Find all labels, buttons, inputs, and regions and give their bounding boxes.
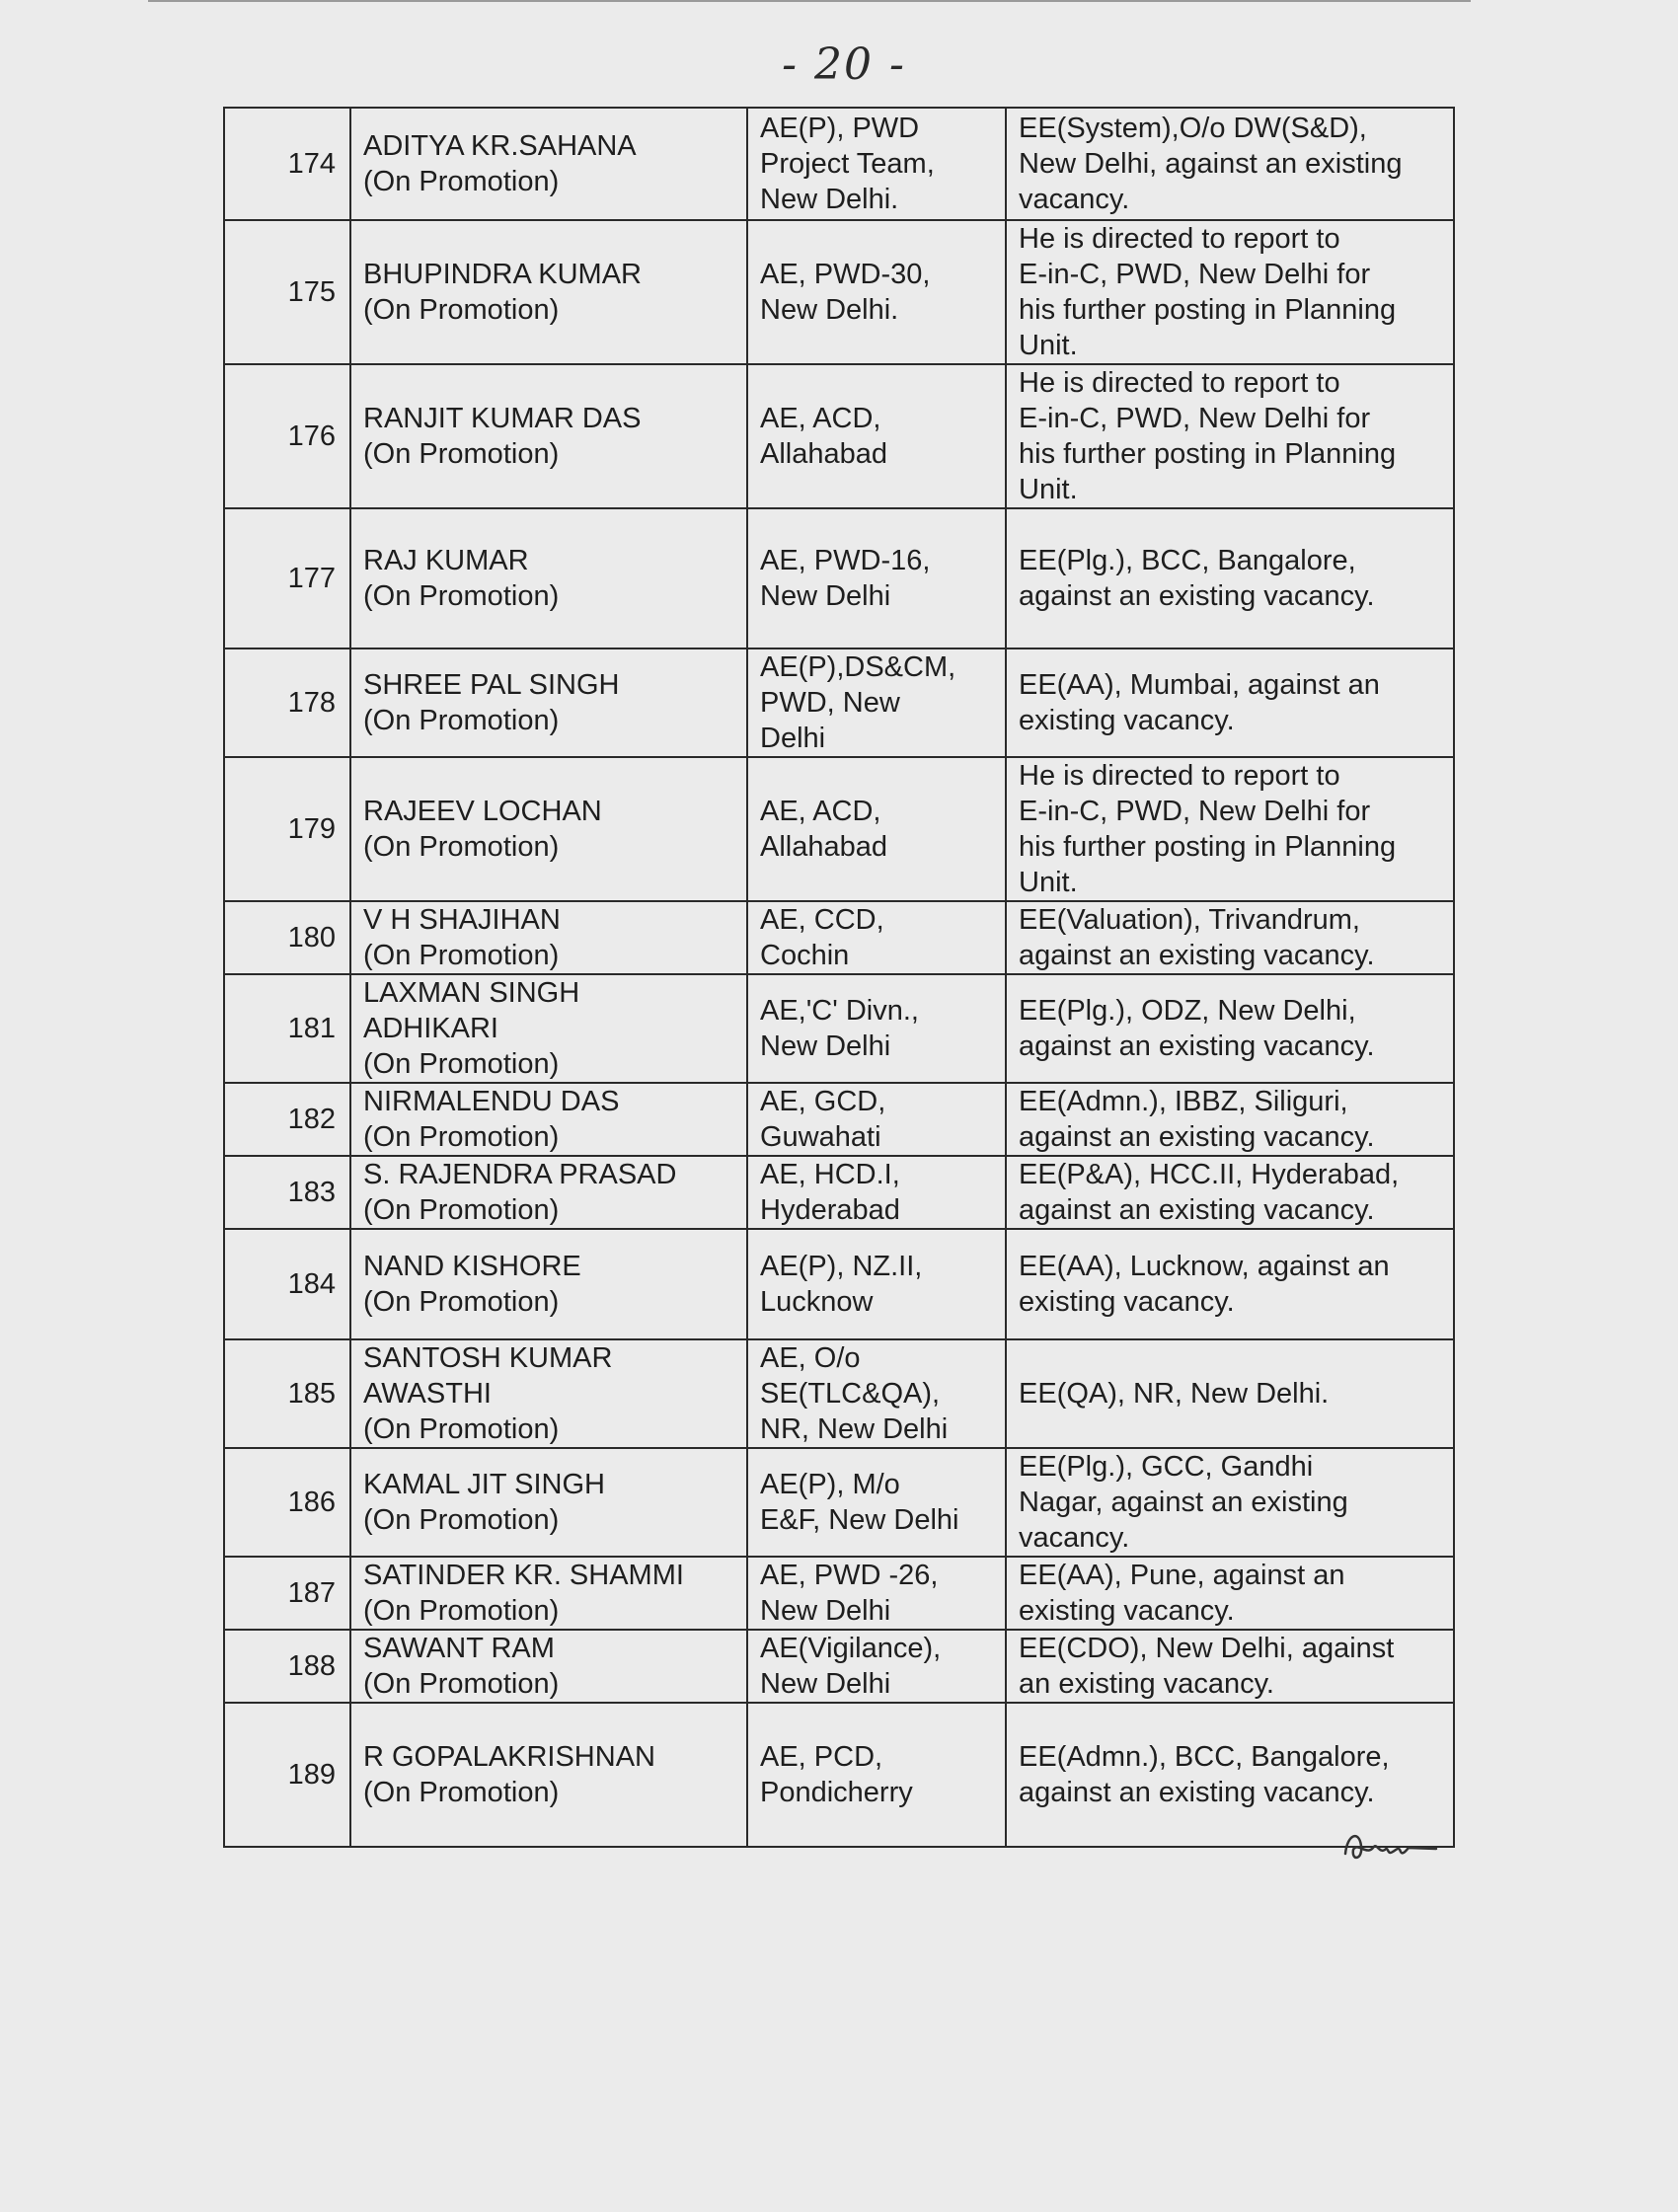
officer-name: SANTOSH KUMAR [363, 1342, 613, 1374]
officer-name-cell [350, 1630, 747, 1703]
officer-name-cell [350, 974, 747, 1083]
table-row [224, 508, 1454, 648]
table-row [224, 1339, 1454, 1448]
present-posting-line: AE(P),DS&CM, [760, 651, 956, 683]
table-row [224, 1703, 1454, 1847]
serial-number: 179 [224, 757, 350, 901]
present-posting-cell [747, 1229, 1006, 1339]
officer-name-cell [350, 1557, 747, 1630]
promotion-status: (On Promotion) [363, 1595, 560, 1627]
present-posting-line: Pondicherry [760, 1777, 913, 1808]
present-posting-line: New Delhi [760, 1595, 891, 1627]
present-posting-line: New Delhi. [760, 294, 899, 326]
serial-number: 178 [224, 648, 350, 757]
present-posting-cell [747, 1448, 1006, 1557]
present-posting-line: New Delhi [760, 1030, 891, 1062]
new-posting-line: He is directed to report to [1019, 760, 1340, 792]
new-posting-line: EE(Plg.), BCC, Bangalore, [1019, 545, 1356, 576]
serial-number: 187 [224, 1557, 350, 1630]
officer-name-cell [350, 901, 747, 974]
present-posting-line: PWD, New [760, 687, 900, 719]
serial-number: 182 [224, 1083, 350, 1156]
new-posting-line: against an existing vacancy. [1019, 1777, 1375, 1808]
officer-name: NIRMALENDU DAS [363, 1086, 620, 1117]
new-posting-line: EE(CDO), New Delhi, against [1019, 1633, 1395, 1664]
new-posting-line: E-in-C, PWD, New Delhi for [1019, 259, 1371, 290]
new-posting-line: EE(AA), Mumbai, against an [1019, 669, 1380, 701]
new-posting-line: an existing vacancy. [1019, 1668, 1274, 1700]
table-row [224, 1229, 1454, 1339]
officer-name-cell [350, 1339, 747, 1448]
serial-number: 180 [224, 901, 350, 974]
new-posting-line: against an existing vacancy. [1019, 580, 1375, 612]
present-posting-line: AE(P), PWD [760, 113, 920, 144]
new-posting-line: existing vacancy. [1019, 1595, 1235, 1627]
new-posting-line: EE(AA), Pune, against an [1019, 1560, 1345, 1591]
new-posting-line: He is directed to report to [1019, 367, 1340, 399]
promotion-status: (On Promotion) [363, 438, 560, 470]
new-posting-line: EE(Admn.), IBBZ, Siliguri, [1019, 1086, 1348, 1117]
present-posting-line: Cochin [760, 940, 850, 971]
new-posting-cell [1006, 1448, 1454, 1557]
serial-number: 184 [224, 1229, 350, 1339]
officer-name-cell [350, 108, 747, 220]
new-posting-cell [1006, 974, 1454, 1083]
present-posting-cell [747, 1630, 1006, 1703]
new-posting-line: E-in-C, PWD, New Delhi for [1019, 796, 1371, 827]
serial-number: 188 [224, 1630, 350, 1703]
new-posting-line: EE(QA), NR, New Delhi. [1019, 1378, 1330, 1410]
new-posting-line: existing vacancy. [1019, 1286, 1235, 1318]
officer-name: ADITYA KR.SAHANA [363, 130, 637, 162]
promotion-status: (On Promotion) [363, 1504, 560, 1536]
officer-name: LAXMAN SINGH [363, 977, 580, 1009]
present-posting-line: Allahabad [760, 831, 887, 863]
promotion-status: (On Promotion) [363, 940, 560, 971]
present-posting-line: AE(P), NZ.II, [760, 1251, 923, 1282]
serial-number: 186 [224, 1448, 350, 1557]
present-posting-cell [747, 648, 1006, 757]
table-row [224, 108, 1454, 220]
table-row [224, 220, 1454, 364]
table-row [224, 648, 1454, 757]
new-posting-line: E-in-C, PWD, New Delhi for [1019, 403, 1371, 434]
present-posting-line: New Delhi [760, 580, 891, 612]
present-posting-cell [747, 1339, 1006, 1448]
promotion-status: (On Promotion) [363, 705, 560, 736]
new-posting-line: vacancy. [1019, 1522, 1130, 1554]
promotion-status: (On Promotion) [363, 294, 560, 326]
table-row [224, 1557, 1454, 1630]
table-row [224, 974, 1454, 1083]
promotion-status: (On Promotion) [363, 1194, 560, 1226]
present-posting-cell [747, 1557, 1006, 1630]
new-posting-line: against an existing vacancy. [1019, 1194, 1375, 1226]
present-posting-cell [747, 974, 1006, 1083]
present-posting-line: E&F, New Delhi [760, 1504, 959, 1536]
posting-table [223, 107, 1455, 1848]
new-posting-line: EE(AA), Lucknow, against an [1019, 1251, 1390, 1282]
officer-name: SHREE PAL SINGH [363, 669, 620, 701]
new-posting-line: his further posting in Planning [1019, 438, 1397, 470]
table-row [224, 1448, 1454, 1557]
present-posting-line: Delhi [760, 723, 826, 754]
new-posting-line: against an existing vacancy. [1019, 1121, 1375, 1153]
table-row [224, 1630, 1454, 1703]
officer-name: NAND KISHORE [363, 1251, 581, 1282]
officer-name: KAMAL JIT SINGH [363, 1469, 605, 1500]
present-posting-line: Project Team, [760, 148, 935, 180]
serial-number: 181 [224, 974, 350, 1083]
table-row [224, 1083, 1454, 1156]
new-posting-cell [1006, 1083, 1454, 1156]
present-posting-line: AE, PWD-16, [760, 545, 931, 576]
new-posting-cell [1006, 1557, 1454, 1630]
present-posting-cell [747, 220, 1006, 364]
new-posting-line: vacancy. [1019, 184, 1130, 215]
officer-name: R GOPALAKRISHNAN [363, 1741, 655, 1773]
present-posting-line: Guwahati [760, 1121, 881, 1153]
present-posting-line: AE, ACD, [760, 403, 881, 434]
officer-name-cell [350, 1448, 747, 1557]
officer-name-cell [350, 648, 747, 757]
officer-name-cell [350, 1229, 747, 1339]
present-posting-line: AE, PWD-30, [760, 259, 931, 290]
new-posting-line: He is directed to report to [1019, 223, 1340, 255]
present-posting-cell [747, 1083, 1006, 1156]
present-posting-line: AE,'C' Divn., [760, 995, 919, 1027]
new-posting-line: EE(Admn.), BCC, Bangalore, [1019, 1741, 1390, 1773]
serial-number: 176 [224, 364, 350, 508]
new-posting-cell [1006, 1630, 1454, 1703]
new-posting-line: New Delhi, against an existing [1019, 148, 1403, 180]
officer-name-cell [350, 1156, 747, 1229]
present-posting-line: Lucknow [760, 1286, 874, 1318]
new-posting-line: his further posting in Planning [1019, 831, 1397, 863]
present-posting-line: AE(Vigilance), [760, 1633, 942, 1664]
new-posting-line: Unit. [1019, 867, 1078, 898]
present-posting-line: AE(P), M/o [760, 1469, 900, 1500]
new-posting-line: EE(P&A), HCC.II, Hyderabad, [1019, 1159, 1400, 1190]
officer-name-cell [350, 364, 747, 508]
present-posting-cell [747, 901, 1006, 974]
new-posting-cell [1006, 108, 1454, 220]
officer-name: RAJEEV LOCHAN [363, 796, 602, 827]
new-posting-line: Unit. [1019, 474, 1078, 505]
present-posting-line: AE, ACD, [760, 796, 881, 827]
new-posting-line: EE(System),O/o DW(S&D), [1019, 113, 1367, 144]
promotion-status: (On Promotion) [363, 831, 560, 863]
present-posting-cell [747, 1156, 1006, 1229]
new-posting-line: against an existing vacancy. [1019, 940, 1375, 971]
present-posting-line: AE, PWD -26, [760, 1560, 939, 1591]
new-posting-line: Unit. [1019, 330, 1078, 361]
new-posting-cell [1006, 901, 1454, 974]
serial-number: 183 [224, 1156, 350, 1229]
new-posting-line: EE(Plg.), GCC, Gandhi [1019, 1451, 1314, 1483]
officer-name-cell [350, 220, 747, 364]
officer-name: S. RAJENDRA PRASAD [363, 1159, 677, 1190]
promotion-status: (On Promotion) [363, 1121, 560, 1153]
officer-name-cell [350, 1083, 747, 1156]
table-row [224, 364, 1454, 508]
officer-name-cell [350, 1703, 747, 1847]
table-row [224, 1156, 1454, 1229]
officer-name: SAWANT RAM [363, 1633, 555, 1664]
new-posting-line: his further posting in Planning [1019, 294, 1397, 326]
signature-mark [1337, 1816, 1456, 1875]
present-posting-line: Allahabad [760, 438, 887, 470]
table-row [224, 901, 1454, 974]
present-posting-line: New Delhi [760, 1668, 891, 1700]
new-posting-cell [1006, 508, 1454, 648]
officer-name: SATINDER KR. SHAMMI [363, 1560, 684, 1591]
present-posting-line: Hyderabad [760, 1194, 900, 1226]
promotion-status: (On Promotion) [363, 1777, 560, 1808]
promotion-status: (On Promotion) [363, 1413, 560, 1445]
present-posting-line: AE, O/o [760, 1342, 861, 1374]
officer-name: V H SHAJIHAN [363, 904, 561, 936]
present-posting-cell [747, 1703, 1006, 1847]
present-posting-cell [747, 757, 1006, 901]
new-posting-cell [1006, 757, 1454, 901]
present-posting-line: SE(TLC&QA), [760, 1378, 941, 1410]
new-posting-cell [1006, 1156, 1454, 1229]
present-posting-cell [747, 108, 1006, 220]
new-posting-cell [1006, 364, 1454, 508]
officer-name-cell [350, 757, 747, 901]
serial-number: 174 [224, 108, 350, 220]
present-posting-line: AE, GCD, [760, 1086, 886, 1117]
serial-number: 189 [224, 1703, 350, 1847]
officer-name: BHUPINDRA KUMAR [363, 259, 642, 290]
present-posting-line: AE, PCD, [760, 1741, 883, 1773]
new-posting-line: against an existing vacancy. [1019, 1030, 1375, 1062]
page-top-edge [148, 0, 1471, 6]
present-posting-line: AE, CCD, [760, 904, 884, 936]
present-posting-cell [747, 364, 1006, 508]
serial-number: 175 [224, 220, 350, 364]
table-row [224, 757, 1454, 901]
page-number: - 20 - [782, 39, 906, 90]
present-posting-line: New Delhi. [760, 184, 899, 215]
officer-name: RAJ KUMAR [363, 545, 529, 576]
new-posting-cell [1006, 1229, 1454, 1339]
present-posting-line: NR, New Delhi [760, 1413, 949, 1445]
new-posting-cell [1006, 648, 1454, 757]
serial-number: 177 [224, 508, 350, 648]
officer-name-cell [350, 508, 747, 648]
officer-name: ADHIKARI [363, 1013, 498, 1044]
new-posting-line: EE(Plg.), ODZ, New Delhi, [1019, 995, 1356, 1027]
new-posting-line: EE(Valuation), Trivandrum, [1019, 904, 1360, 936]
new-posting-cell [1006, 220, 1454, 364]
promotion-status: (On Promotion) [363, 580, 560, 612]
present-posting-cell [747, 508, 1006, 648]
serial-number: 185 [224, 1339, 350, 1448]
officer-name: RANJIT KUMAR DAS [363, 403, 642, 434]
present-posting-line: AE, HCD.I, [760, 1159, 900, 1190]
new-posting-cell [1006, 1339, 1454, 1448]
promotion-status: (On Promotion) [363, 1668, 560, 1700]
officer-name: AWASTHI [363, 1378, 492, 1410]
promotion-status: (On Promotion) [363, 1286, 560, 1318]
promotion-status: (On Promotion) [363, 166, 560, 197]
promotion-status: (On Promotion) [363, 1048, 560, 1080]
new-posting-line: existing vacancy. [1019, 705, 1235, 736]
new-posting-line: Nagar, against an existing [1019, 1487, 1348, 1518]
